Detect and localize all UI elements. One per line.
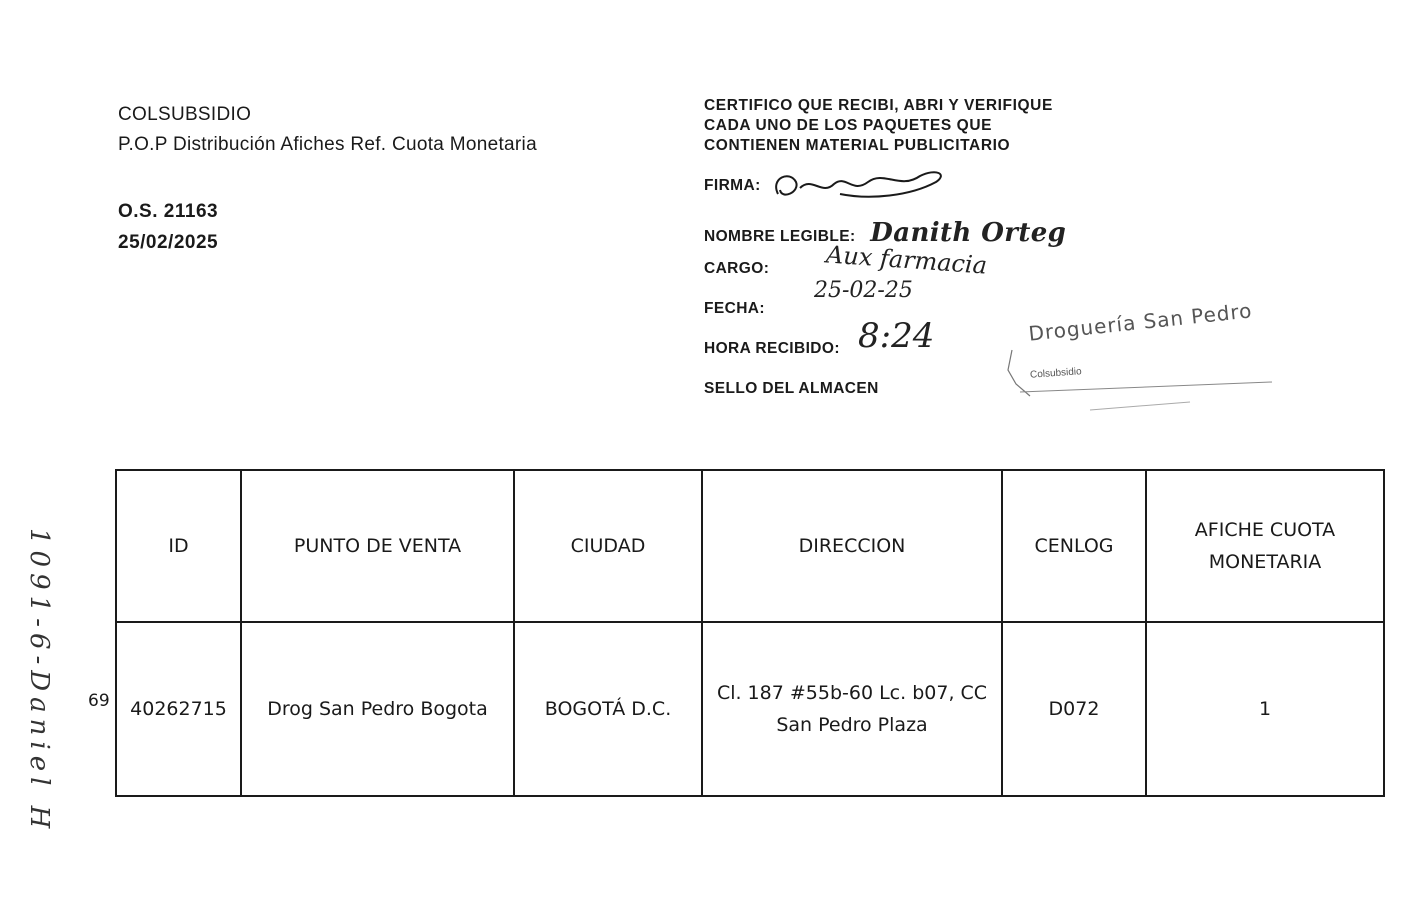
col-header-punto-de-venta: PUNTO DE VENTA (241, 470, 514, 622)
stamp-lines-icon (1000, 310, 1280, 420)
col-header-direccion: DIRECCION (702, 470, 1002, 622)
nombre-value: Danith Orteg (870, 218, 1067, 248)
hora-field (704, 340, 840, 358)
cert-line: CERTIFICO QUE RECIBI, ABRI Y VERIFIQUE (704, 97, 1053, 114)
cell-afiche: 1 (1146, 622, 1384, 796)
col-header-afiche: AFICHE CUOTA MONETARIA (1146, 470, 1384, 622)
sello-field (704, 380, 879, 398)
company-name: COLSUBSIDIO (118, 104, 252, 125)
cell-ciudad: BOGOTÁ D.C. (514, 622, 702, 796)
firma-field (704, 177, 761, 195)
document-header (118, 100, 537, 160)
table-row (116, 622, 1384, 796)
document-date: 25/02/2025 (118, 232, 219, 253)
firma-label: FIRMA: (704, 177, 761, 194)
certification-text (704, 96, 1053, 156)
cert-line: CADA UNO DE LOS PAQUETES QUE (704, 117, 993, 134)
distribution-table (115, 469, 1385, 797)
fecha-label: FECHA: (704, 300, 765, 317)
cargo-label: CARGO: (704, 260, 770, 277)
cargo-field (704, 260, 769, 278)
document-subtitle: P.O.P Distribución Afiches Ref. Cuota Monetaria (118, 134, 537, 155)
row-number: 69 (88, 691, 110, 711)
cert-line: CONTIENEN MATERIAL PUBLICITARIO (704, 137, 1011, 154)
fecha-field (704, 300, 765, 318)
sello-label: SELLO DEL ALMACEN (704, 380, 879, 397)
cell-direccion: Cl. 187 #55b-60 Lc. b07, CC San Pedro Plaza (702, 622, 1002, 796)
cargo-value: Aux farmacia (825, 240, 988, 280)
handwritten-side-note: 1091-6-Daniel H (24, 528, 54, 835)
cell-punto-de-venta: Drog San Pedro Bogota (241, 622, 514, 796)
nombre-label: NOMBRE LEGIBLE: (704, 228, 856, 245)
order-number: O.S. 21163 (118, 201, 219, 222)
pharmacy-stamp (1000, 298, 1280, 420)
col-header-ciudad: CIUDAD (514, 470, 702, 622)
col-header-cenlog: CENLOG (1002, 470, 1146, 622)
fecha-value: 25-02-25 (814, 278, 913, 303)
cell-cenlog: D072 (1002, 622, 1146, 796)
hora-label: HORA RECIBIDO: (704, 340, 840, 357)
signature-image (760, 160, 960, 208)
table-header-row (116, 470, 1384, 622)
stamp-sub: Colsubsidio (1029, 366, 1083, 381)
cell-id: 40262715 (116, 622, 241, 796)
stamp-name: Droguería San Pedro (1027, 298, 1254, 346)
col-header-id: ID (116, 470, 241, 622)
order-block (118, 196, 218, 258)
hora-value: 8:24 (858, 316, 935, 356)
